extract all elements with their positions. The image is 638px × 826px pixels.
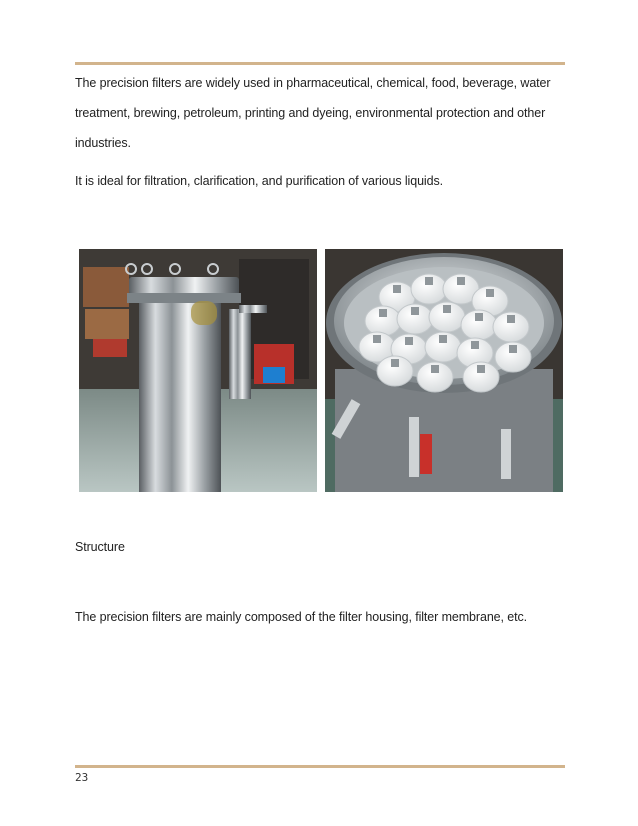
paragraph-uses: It is ideal for filtration, clarification, and purification of various liquids. (75, 174, 443, 188)
heading-structure: Structure (75, 540, 125, 554)
paragraph-applications: The precision filters are widely used in pharmaceutical, chemical, food, beverage, water treatment, brewing, petroleum, printing and dyeing, environmental protection and other industries. (75, 76, 551, 150)
footer-divider (75, 765, 565, 768)
filter-housing-photo (79, 249, 317, 492)
page-number: 23 (75, 771, 89, 784)
header-divider (75, 62, 565, 65)
filter-cartridges-photo (325, 249, 563, 492)
paragraph-structure: The precision filters are mainly composed of the filter housing, filter membrane, etc. (75, 610, 528, 624)
